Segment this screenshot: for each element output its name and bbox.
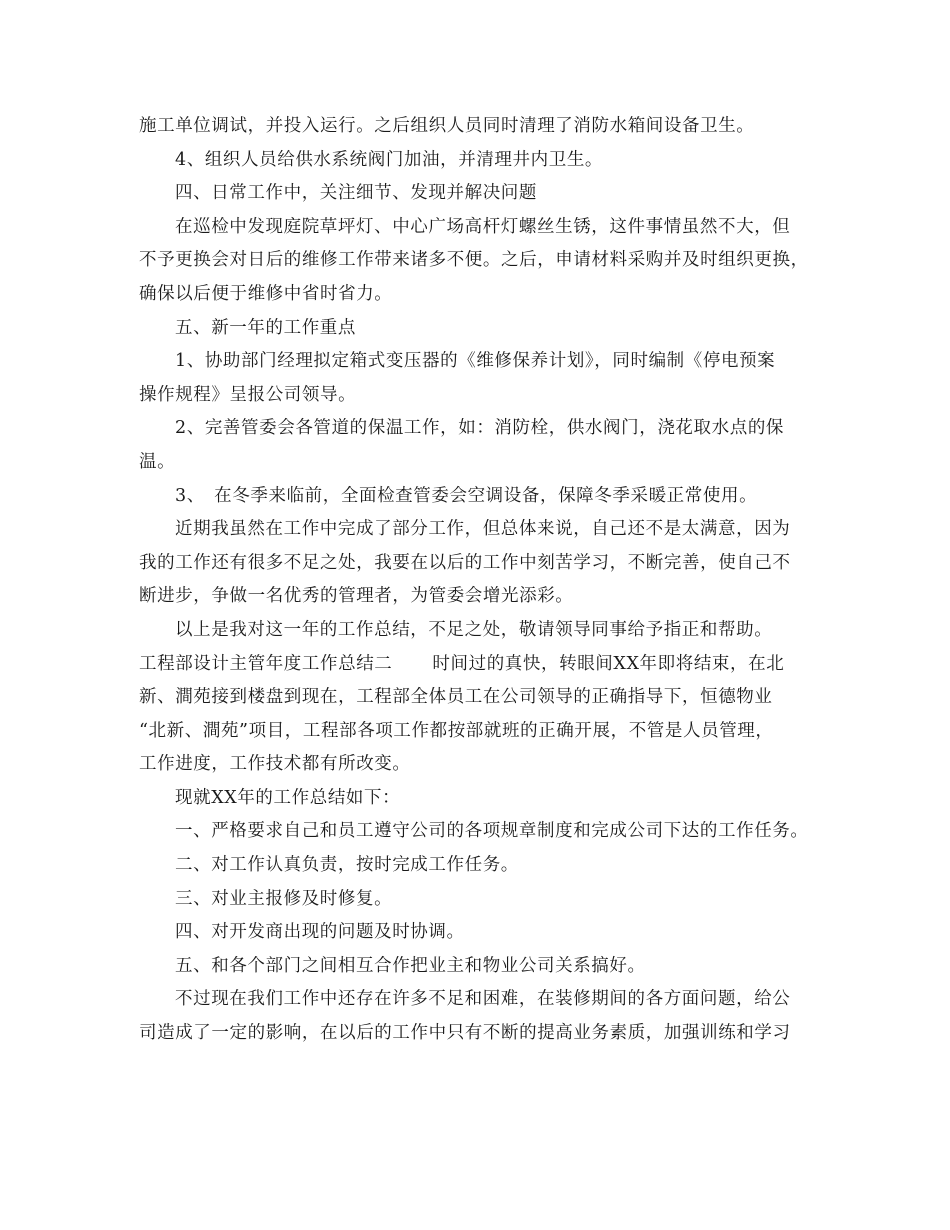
text-line [139, 815, 829, 849]
text-line-content: 二、对工作认真负责，按时完成工作任务。 [175, 855, 519, 876]
text-line [139, 950, 829, 984]
text-line [139, 345, 829, 379]
text-line [139, 412, 829, 446]
text-line [139, 580, 829, 614]
text-line [139, 883, 829, 917]
text-line-content: 三、对业主报修及时修复。 [175, 888, 393, 909]
text-line-content: “北新、澗苑”项目，工程部各项工作都按部就班的正确开展，不管是人员管理， [139, 720, 774, 741]
text-line [139, 211, 829, 245]
text-line [139, 782, 829, 816]
text-line-content: 四、对开发商出现的问题及时协调。 [175, 922, 465, 943]
text-line-content: 断进步，争做一名优秀的管理者，为管委会增光添彩。 [139, 586, 574, 607]
text-line-content: 在巡检中发现庭院草坪灯、中心广场高杆灯螺丝生锈，这件事情虽然不大，但 [175, 216, 791, 237]
text-line [139, 916, 829, 950]
text-line-content: 不过现在我们工作中还存在许多不足和困难，在装修期间的各方面问题，给公 [175, 989, 791, 1010]
text-line [139, 379, 829, 413]
text-line [139, 715, 829, 749]
text-line [139, 110, 829, 144]
text-line-content: 我的工作还有很多不足之处，我要在以后的工作中刻苦学习，不断完善，使自己不 [139, 552, 791, 573]
text-line [139, 849, 829, 883]
text-line [139, 614, 829, 648]
text-line-content: 现就XX年的工作总结如下： [175, 787, 401, 808]
text-line [139, 312, 829, 346]
text-line [139, 648, 829, 682]
text-line-content: 司造成了一定的影响，在以后的工作中只有不断的提高业务素质，加强训练和学习 [139, 1023, 791, 1044]
text-line [139, 144, 829, 178]
text-line-content: 工程部设计主管年度工作总结二 [139, 653, 393, 674]
text-line-content: 一、严格要求自己和员工遵守公司的各项规章制度和完成公司下达的工作任务。 [175, 821, 809, 842]
text-line-content: 2、完善管委会各管道的保温工作，如：消防栓，供水阀门，浇花取水点的保 [175, 418, 785, 439]
text-line-content: 温。 [139, 451, 176, 472]
text-line-content: 以上是我对这一年的工作总结，不足之处，敬请领导同事给予指正和帮助。 [175, 619, 773, 640]
text-line-content: 3、 在冬季来临前，全面检查管委会空调设备，保障冬季采暖正常使用。 [175, 485, 758, 506]
text-line-content: 1、协助部门经理拟定箱式变压器的《维修保养计划》，同时编制《停电预案 [175, 351, 776, 372]
text-line-content: 四、日常工作中，关注细节、发现并解决问题 [175, 183, 537, 204]
text-line-content: 近期我虽然在工作中完成了部分工作，但总体来说，自己还不是太满意，因为 [175, 519, 791, 540]
text-line [139, 177, 829, 211]
text-line [139, 1017, 829, 1051]
text-line [139, 480, 829, 514]
text-line [139, 244, 829, 278]
text-line-content: 新、澗苑接到楼盘到现在，工程部全体员工在公司领导的正确指导下，恒德物业 [139, 687, 773, 708]
text-line-tail: 时间过的真快，转眼间XX年即将结束，在北 [432, 653, 785, 674]
text-line [139, 547, 829, 581]
text-line-content: 不予更换会对日后的维修工作带来诸多不便。之后，申请材料采购并及时组织更换， [139, 250, 809, 271]
text-line-content: 确保以后便于维修中省时省力。 [139, 283, 393, 304]
text-line-content: 4、组织人员给供水系统阀门加油，并清理井内卫生。 [175, 149, 604, 170]
text-line [139, 446, 829, 480]
text-line-content: 工作进度，工作技术都有所改变。 [139, 754, 411, 775]
text-line [139, 748, 829, 782]
text-line [139, 681, 829, 715]
document-body [139, 110, 829, 1051]
text-line [139, 278, 829, 312]
text-line-content: 五、和各个部门之间相互合作把业主和物业公司关系搞好。 [175, 955, 646, 976]
text-line-content: 施工单位调试，并投入运行。之后组织人员同时清理了消防水箱间设备卫生。 [139, 116, 755, 136]
text-line [139, 513, 829, 547]
text-line-content: 五、新一年的工作重点 [175, 317, 356, 338]
text-line [139, 983, 829, 1017]
text-line-content: 操作规程》呈报公司领导。 [139, 384, 357, 405]
